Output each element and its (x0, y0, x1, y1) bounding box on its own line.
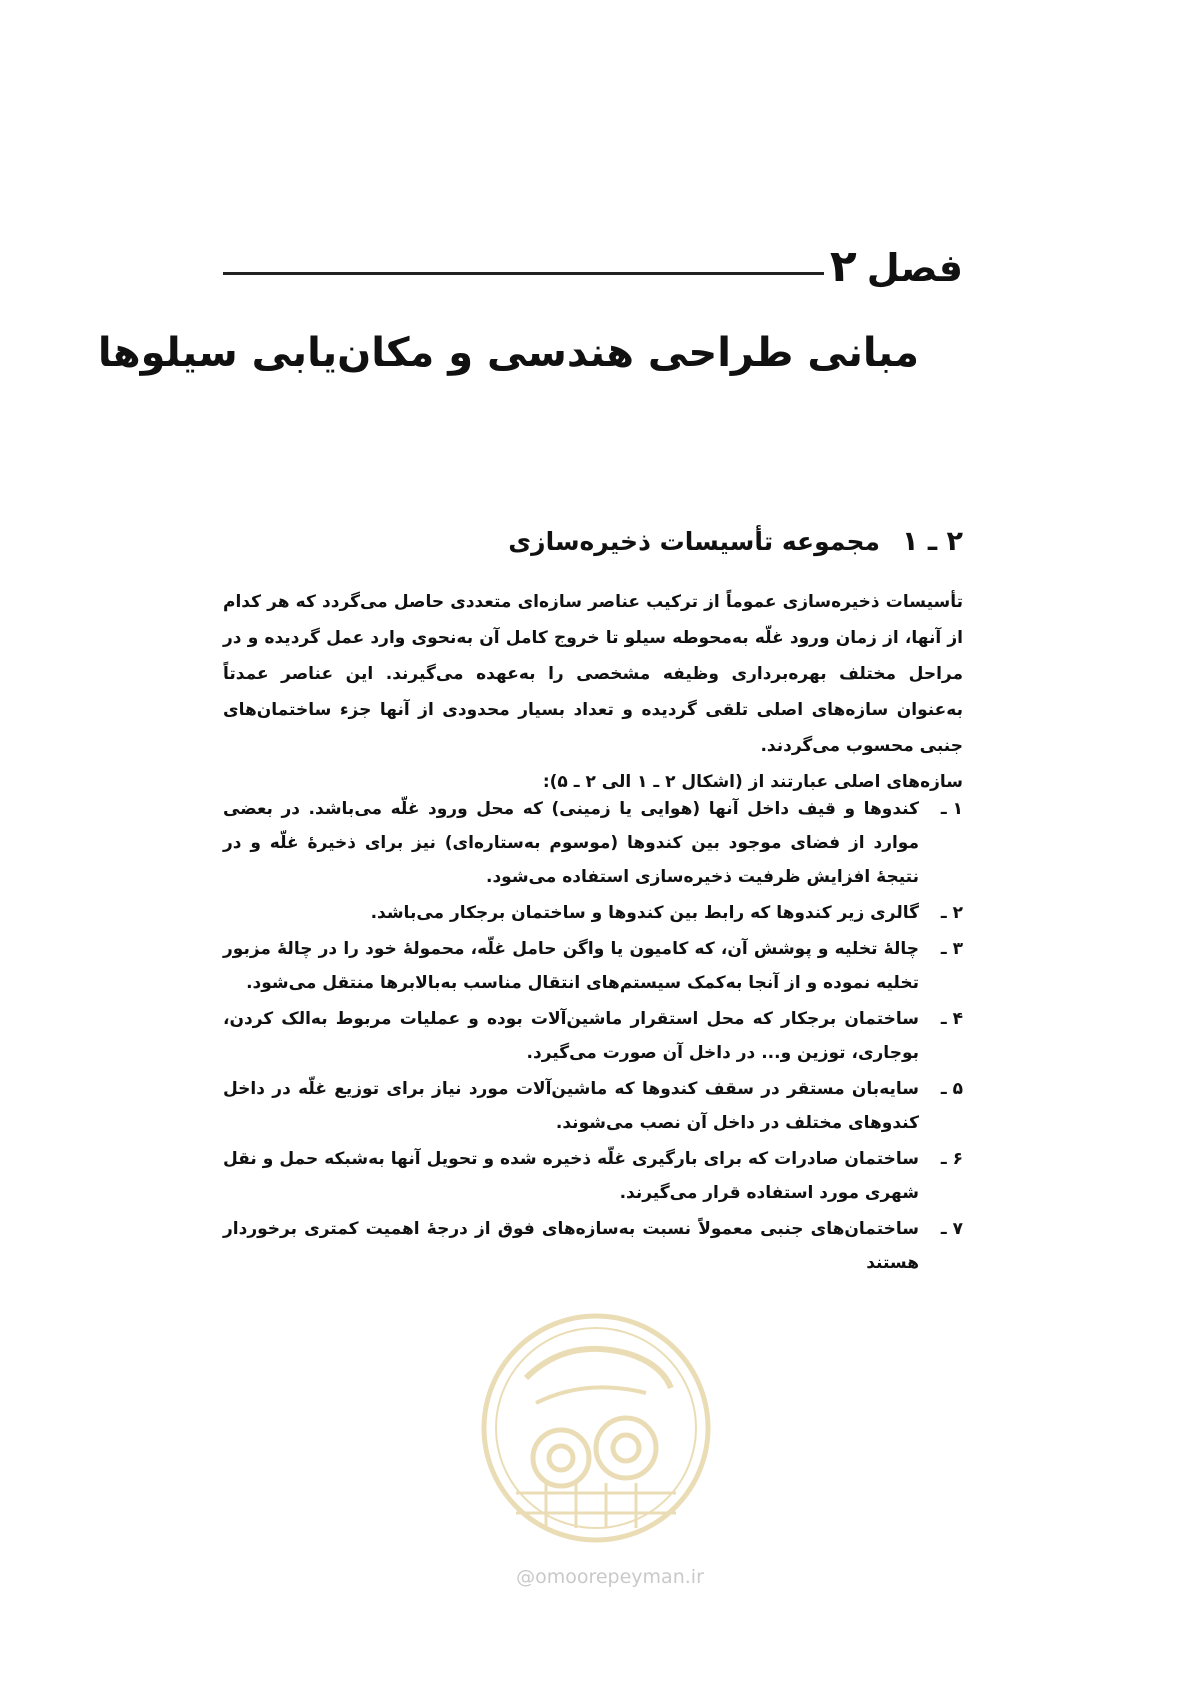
list-item-number: ۶ ـ (940, 1149, 963, 1169)
watermark-seal-icon (476, 1308, 716, 1548)
list-item (223, 896, 963, 930)
list-item-number: ۷ ـ (940, 1219, 963, 1239)
list-item-number: ۳ ـ (940, 939, 963, 959)
chapter-header (223, 236, 963, 296)
list-item-text: ساختمان برجکار که محل استقرار ماشین‌آلات بوده و عملیات مربوط به‌الک کردن، بوجاری، توزین و... در داخل آن صورت می‌گیرد. (223, 1009, 919, 1063)
list-item-number: ۲ ـ (940, 903, 963, 923)
list-item-number: ۱ ـ (940, 799, 963, 819)
intro-text (223, 584, 963, 800)
list-item (223, 1142, 963, 1210)
section-title: مجموعه تأسیسات ذخیره‌سازی (508, 527, 880, 556)
list-item (223, 1072, 963, 1140)
list-item-text: سایه‌بان مستقر در سقف کندوها که ماشین‌آلات مورد نیاز برای توزیع غلّه در داخل کندوهای مختلف در داخل آن نصب می‌شوند. (223, 1079, 919, 1133)
chapter-rule (223, 272, 824, 275)
list-item (223, 792, 963, 894)
list-item-text: ساختمان صادرات که برای بارگیری غلّه ذخیره شده و تحویل آنها به‌شبکه حمل و نقل شهری مورد استفاده قرار می‌گیرند. (223, 1149, 919, 1203)
chapter-number: ۲ (829, 240, 857, 292)
chapter-word: فصل (866, 245, 963, 290)
list-item-text: گالری زیر کندوها که رابط بین کندوها و ساختمان برجکار می‌باشد. (370, 903, 919, 923)
structures-list (223, 792, 963, 1282)
list-item-text: چالهٔ تخلیه و پوشش آن، که کامیون یا واگن حامل غلّه، محمولهٔ خود را در چالهٔ مزبور تخلیه نموده و از آنجا به‌کمک سیستم‌های انتقال مناسب به‌بالابرها منتقل می‌شود. (223, 939, 919, 993)
list-item-number: ۵ ـ (940, 1079, 963, 1099)
list-item (223, 1002, 963, 1070)
watermark-caption: @omoorepeyman.ir (516, 1566, 704, 1588)
list-item-number: ۴ ـ (940, 1009, 963, 1029)
intro-paragraph: تأسیسات ذخیره‌سازی عموماً از ترکیب عناصر سازه‌ای متعددی حاصل می‌گردد که هر کدام از آنها، از زمان ورود غلّه به‌محوطه سیلو تا خروج کامل آن به‌نحوی وارد عمل گردیده و در مراحل مختلف بهره‌برداری وظیفه مشخصی را به‌عهده می‌گیرند. این عناصر عمدتاً به‌عنوان سازه‌های اصلی تلقی گردیده و تعداد بسیار محدودی از آنها جزء ساختمان‌های جنبی محسوب می‌گردند. (223, 592, 963, 756)
list-item (223, 1212, 963, 1280)
section-heading (508, 526, 963, 557)
list-item (223, 932, 963, 1000)
list-item-text: کندوها و قیف داخل آنها (هوایی یا زمینی) که محل ورود غلّه می‌باشد. در بعضی موارد از فضای موجود بین کندوها (موسوم به‌ستاره‌ای) نیز برای ذخیرهٔ غلّه و در نتیجهٔ افزایش ظرفیت ذخیره‌سازی استفاده می‌شود. (223, 799, 919, 887)
chapter-title: مبانی طراحی هندسی و مکان‌یابی سیلوها (97, 330, 919, 376)
chapter-label (830, 241, 963, 292)
intro-lead: سازه‌های اصلی عبارتند از (اشکال ۲ ـ ۱ الی ۲ ـ ۵): (542, 772, 963, 792)
list-item-text: ساختمان‌های جنبی معمولاً نسبت به‌سازه‌های فوق از درجهٔ اهمیت کمتری برخوردار هستند (223, 1219, 919, 1273)
section-number: ۲ ـ ۱ (902, 526, 963, 557)
